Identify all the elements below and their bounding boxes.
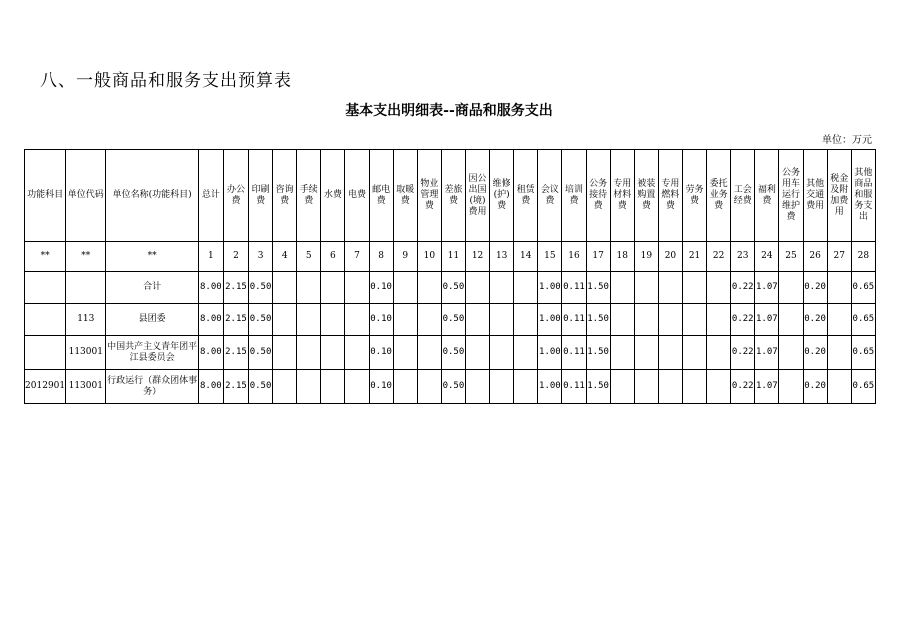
table-row-cell: 1.50 [586, 304, 610, 336]
table-row-cell: 8.00 [198, 370, 223, 404]
table-row-cell: 2.15 [223, 370, 248, 404]
table-row-cell [345, 336, 369, 370]
index-row-cell: 1 [198, 242, 223, 272]
header-row-cell: 电费 [345, 150, 369, 242]
index-row-cell: 10 [417, 242, 441, 272]
table-row-cell [490, 336, 514, 370]
header-row-cell: 工会经费 [731, 150, 755, 242]
header-row-cell: 维修(护)费 [490, 150, 514, 242]
header-row-cell: 功能科目 [25, 150, 66, 242]
table-row-cell: 113 [66, 304, 106, 336]
table-row-cell: 0.50 [441, 304, 465, 336]
table-row-cell: 1.00 [538, 304, 562, 336]
table-body [25, 150, 876, 404]
table-row-cell: 0.22 [731, 304, 755, 336]
index-row-cell: ** [66, 242, 106, 272]
table-row-cell [634, 272, 658, 304]
header-row-cell: 取暖费 [393, 150, 417, 242]
index-row-cell: 11 [441, 242, 465, 272]
table-row-cell [779, 304, 803, 336]
table-row-cell [345, 370, 369, 404]
table-row-cell: 1.00 [538, 370, 562, 404]
table-row-cell [610, 370, 634, 404]
table-row-cell: 1.50 [586, 336, 610, 370]
table-row-cell: 0.10 [369, 336, 393, 370]
table-row-cell [321, 370, 345, 404]
table-row-cell [417, 370, 441, 404]
table-row-cell [634, 336, 658, 370]
table-row-cell: 113001 [66, 370, 106, 404]
header-row-cell: 印刷费 [249, 150, 273, 242]
table-row-cell [658, 304, 682, 336]
index-row-cell: 28 [851, 242, 875, 272]
table-row-cell: 1.07 [755, 272, 779, 304]
table-row-cell: 0.22 [731, 370, 755, 404]
header-row-cell: 公务接待费 [586, 150, 610, 242]
table-row-cell [610, 272, 634, 304]
header-row-cell: 单位代码 [66, 150, 106, 242]
table-row-cell: 0.50 [441, 336, 465, 370]
table-title: 基本支出明细表--商品和服务支出 [345, 103, 553, 119]
table-row-cell [417, 304, 441, 336]
table-row-cell [297, 336, 321, 370]
table-row-cell: 8.00 [198, 272, 223, 304]
table-row-cell [490, 304, 514, 336]
table-row-cell [827, 336, 851, 370]
table-row-cell: 2.15 [223, 272, 248, 304]
table-row-cell [779, 272, 803, 304]
table-row-cell: 0.65 [851, 304, 875, 336]
table-row-cell [514, 370, 538, 404]
index-row-cell: 2 [223, 242, 248, 272]
table-row [25, 304, 876, 336]
table-row-cell [827, 304, 851, 336]
table-row-cell [682, 336, 706, 370]
table-row-cell: 行政运行（群众团体事务） [106, 370, 198, 404]
table-row-cell [466, 336, 490, 370]
table-row-cell: 0.20 [803, 370, 827, 404]
table-row-cell: 0.20 [803, 304, 827, 336]
table-row-cell: 0.65 [851, 336, 875, 370]
table-row-cell [514, 272, 538, 304]
table-row-cell [707, 304, 731, 336]
table-row-cell: 113001 [66, 336, 106, 370]
table-row-cell: 0.11 [562, 370, 586, 404]
index-row-cell: 9 [393, 242, 417, 272]
index-row-cell: 16 [562, 242, 586, 272]
index-row-cell: 20 [658, 242, 682, 272]
table-row-cell [514, 304, 538, 336]
table-row-cell [25, 272, 66, 304]
table-row-cell: 1.00 [538, 272, 562, 304]
table-row-cell [25, 336, 66, 370]
table-row-cell: 0.50 [441, 370, 465, 404]
table-row-cell: 0.65 [851, 370, 875, 404]
header-row-cell: 办公费 [223, 150, 248, 242]
table-row-cell: 0.65 [851, 272, 875, 304]
table-row-cell: 2.15 [223, 336, 248, 370]
table-row-cell [321, 304, 345, 336]
table-row-cell [297, 370, 321, 404]
table-row-cell: 0.11 [562, 272, 586, 304]
table-row-cell [466, 370, 490, 404]
index-row-cell: ** [25, 242, 66, 272]
header-row-cell: 福利费 [755, 150, 779, 242]
header-row-cell: 因公出国(境)费用 [466, 150, 490, 242]
table-row-cell [682, 304, 706, 336]
index-row-cell: 21 [682, 242, 706, 272]
table-row-cell [321, 272, 345, 304]
table-row-cell: 1.00 [538, 336, 562, 370]
table-row-cell: 合计 [106, 272, 198, 304]
header-row-cell: 劳务费 [682, 150, 706, 242]
table-row-cell: 0.50 [441, 272, 465, 304]
table-row-cell [610, 304, 634, 336]
table-row-cell: 中国共产主义青年团平江县委员会 [106, 336, 198, 370]
table-row [25, 272, 876, 304]
header-row-cell: 邮电费 [369, 150, 393, 242]
table-row-cell [658, 272, 682, 304]
budget-table [24, 149, 876, 404]
header-row-cell: 税金及附加费用 [827, 150, 851, 242]
header-row-cell: 水费 [321, 150, 345, 242]
table-row-cell [393, 336, 417, 370]
index-row-cell: 14 [514, 242, 538, 272]
table-row-cell [682, 370, 706, 404]
table-row-cell [634, 304, 658, 336]
table-row-cell [490, 272, 514, 304]
table-row-cell: 0.20 [803, 336, 827, 370]
index-row-cell: 8 [369, 242, 393, 272]
index-row-cell: 15 [538, 242, 562, 272]
table-row-cell [25, 304, 66, 336]
table-row-cell: 0.22 [731, 272, 755, 304]
table-row-cell: 0.20 [803, 272, 827, 304]
table-row-cell [273, 304, 297, 336]
header-row-cell: 会议费 [538, 150, 562, 242]
table-row [25, 336, 876, 370]
table-row-cell: 1.50 [586, 370, 610, 404]
table-row-cell [682, 272, 706, 304]
index-row-cell: 23 [731, 242, 755, 272]
index-row-cell: 27 [827, 242, 851, 272]
table-row-cell [66, 272, 106, 304]
table-row-cell [658, 370, 682, 404]
index-row-cell: 13 [490, 242, 514, 272]
table-row-cell [297, 272, 321, 304]
table-row [25, 370, 876, 404]
index-row-cell: ** [106, 242, 198, 272]
table-row-cell [514, 336, 538, 370]
index-row-cell: 12 [466, 242, 490, 272]
table-row-cell [707, 336, 731, 370]
table-row-cell: 1.50 [586, 272, 610, 304]
table-row-cell: 0.22 [731, 336, 755, 370]
table-row-cell [417, 272, 441, 304]
table-row-cell: 1.07 [755, 304, 779, 336]
table-row-cell: 0.50 [249, 370, 273, 404]
unit-label: 单位：万元 [822, 135, 872, 146]
header-row-cell: 公务用车运行维护费 [779, 150, 803, 242]
table-row-cell [466, 304, 490, 336]
table-row-cell [658, 336, 682, 370]
table-row-cell: 1.07 [755, 370, 779, 404]
header-row-cell: 被装购置费 [634, 150, 658, 242]
table-row-cell: 0.11 [562, 304, 586, 336]
table-row-cell: 0.10 [369, 272, 393, 304]
header-row-cell: 手续费 [297, 150, 321, 242]
index-row-cell: 25 [779, 242, 803, 272]
table-row-cell: 县团委 [106, 304, 198, 336]
table-row-cell [827, 370, 851, 404]
table-row-cell [417, 336, 441, 370]
index-row-cell: 4 [273, 242, 297, 272]
table-row-cell [345, 272, 369, 304]
table-row-cell [466, 272, 490, 304]
header-row-cell: 物业管理费 [417, 150, 441, 242]
table-row-cell [273, 336, 297, 370]
table-row-cell: 0.10 [369, 304, 393, 336]
table-row-cell [779, 336, 803, 370]
table-row-cell: 1.07 [755, 336, 779, 370]
table-row-cell [345, 304, 369, 336]
table-row-cell [490, 370, 514, 404]
table-row-cell: 8.00 [198, 336, 223, 370]
table-row-cell: 2.15 [223, 304, 248, 336]
table-row-cell [321, 336, 345, 370]
index-row-cell: 26 [803, 242, 827, 272]
index-row-cell: 6 [321, 242, 345, 272]
header-row-cell: 差旅费 [441, 150, 465, 242]
table-row-cell: 2012901 [25, 370, 66, 404]
index-row-cell: 22 [707, 242, 731, 272]
header-row-cell: 租赁费 [514, 150, 538, 242]
table-row-cell [827, 272, 851, 304]
header-row-cell: 专用材料费 [610, 150, 634, 242]
table-row-cell [779, 370, 803, 404]
section-title: 八、一般商品和服务支出预算表 [40, 71, 292, 91]
table-row-cell: 8.00 [198, 304, 223, 336]
table-row-cell [393, 272, 417, 304]
header-row-cell: 培训费 [562, 150, 586, 242]
header-row-cell: 其他商品和服务支出 [851, 150, 875, 242]
index-row-cell: 17 [586, 242, 610, 272]
table-row-cell [610, 336, 634, 370]
table-row-cell [707, 370, 731, 404]
index-row [25, 242, 876, 272]
table-row-cell: 0.50 [249, 304, 273, 336]
index-row-cell: 5 [297, 242, 321, 272]
header-row [25, 150, 876, 242]
table-row-cell: 0.10 [369, 370, 393, 404]
table-row-cell [297, 304, 321, 336]
header-row-cell: 其他交通费用 [803, 150, 827, 242]
table-row-cell [273, 370, 297, 404]
index-row-cell: 19 [634, 242, 658, 272]
header-row-cell: 单位名称(功能科目) [106, 150, 198, 242]
header-row-cell: 总计 [198, 150, 223, 242]
table-row-cell [634, 370, 658, 404]
table-row-cell: 0.11 [562, 336, 586, 370]
table-row-cell [273, 272, 297, 304]
table-row-cell [707, 272, 731, 304]
index-row-cell: 3 [249, 242, 273, 272]
header-row-cell: 咨询费 [273, 150, 297, 242]
index-row-cell: 18 [610, 242, 634, 272]
index-row-cell: 7 [345, 242, 369, 272]
table-row-cell [393, 304, 417, 336]
table-row-cell: 0.50 [249, 336, 273, 370]
header-row-cell: 委托业务费 [707, 150, 731, 242]
table-row-cell [393, 370, 417, 404]
index-row-cell: 24 [755, 242, 779, 272]
header-row-cell: 专用燃料费 [658, 150, 682, 242]
table-row-cell: 0.50 [249, 272, 273, 304]
